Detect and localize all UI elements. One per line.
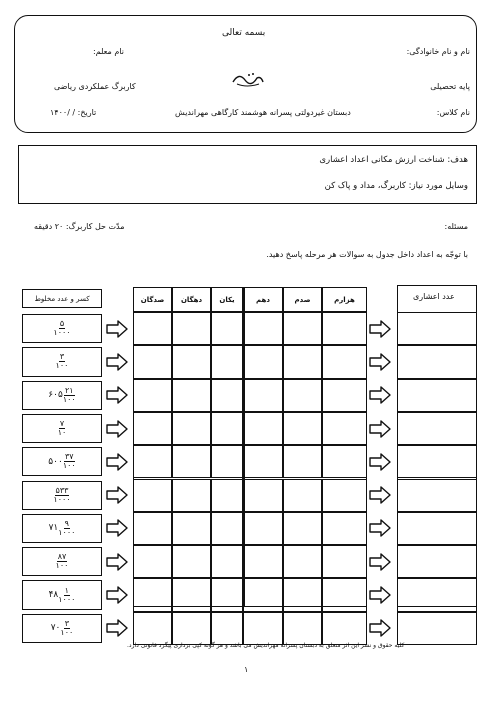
right-arrow-icon <box>106 353 128 371</box>
numerator: ۳۷ <box>64 452 74 462</box>
fraction <box>63 453 76 470</box>
fraction <box>58 420 67 437</box>
decimal-point-divider <box>242 287 245 607</box>
place-value-cell[interactable] <box>133 512 172 545</box>
denominator: ۱۰۰۰ <box>58 527 76 537</box>
place-value-cell[interactable] <box>133 379 172 412</box>
place-value-header: یکان <box>211 287 243 312</box>
denominator: ۱۰۰ <box>55 561 69 571</box>
school-name: دبستان غیردولتی پسرانه هوشمند کارگاهی مهراندیش <box>175 108 351 117</box>
decimal-answer-cell[interactable] <box>397 379 477 412</box>
place-value-cell[interactable] <box>283 379 322 412</box>
place-value-cell[interactable] <box>133 578 172 611</box>
numerator: ۵ <box>59 319 65 329</box>
place-value-cell[interactable] <box>172 345 211 378</box>
fraction <box>53 487 70 504</box>
fraction <box>56 353 69 370</box>
place-value-cell[interactable] <box>243 479 283 512</box>
denominator: ۱۰ <box>57 428 67 438</box>
denominator: ۱۰۰۰ <box>53 494 71 504</box>
place-value-cell[interactable] <box>211 412 243 445</box>
page-heading: بسمه تعالی <box>222 28 266 38</box>
numerator: ۵۳۳ <box>55 485 69 495</box>
fraction-cell <box>22 547 102 576</box>
denominator: ۱۰۰ <box>60 627 74 637</box>
fraction-cell <box>22 447 102 476</box>
place-value-cell[interactable] <box>133 545 172 578</box>
place-value-cell[interactable] <box>243 545 283 578</box>
numerator: ۱ <box>64 585 69 595</box>
decimal-answer-cell[interactable] <box>397 445 477 478</box>
fraction-cell <box>22 481 102 510</box>
fraction-cell <box>22 414 102 443</box>
place-value-cell[interactable] <box>133 312 172 345</box>
teacher-label: نام معلم: <box>93 47 124 56</box>
fraction-cell <box>22 514 102 543</box>
numerator: ۳ <box>64 618 69 628</box>
place-value-cell[interactable] <box>322 412 367 445</box>
place-value-cell[interactable] <box>322 578 367 611</box>
place-value-cell[interactable] <box>243 612 283 645</box>
decimal-answer-cell[interactable] <box>397 479 477 512</box>
duration-text: مدّت حل کاربرگ: ۲۰ دقیقه <box>34 222 125 231</box>
right-arrow-icon <box>106 386 128 404</box>
place-value-cell[interactable] <box>243 445 283 478</box>
whole-number: ۷۰ <box>50 623 61 634</box>
place-value-cell[interactable] <box>322 345 367 378</box>
place-value-cell[interactable] <box>133 445 172 478</box>
tools-text: وسایل مورد نیاز: کاربرگ، مداد و پاک کن <box>324 181 468 191</box>
decimal-answer-cell[interactable] <box>397 545 477 578</box>
place-value-cell[interactable] <box>211 445 243 478</box>
fraction <box>56 553 69 570</box>
fraction-cell <box>22 580 102 609</box>
place-value-cell[interactable] <box>322 445 367 478</box>
place-value-cell[interactable] <box>283 479 322 512</box>
right-arrow-icon <box>106 619 128 637</box>
fraction <box>60 620 73 637</box>
right-arrow-icon <box>369 619 391 637</box>
denominator: ۱۰۰ <box>55 361 69 371</box>
fraction-cell <box>22 314 102 343</box>
fraction <box>53 320 70 337</box>
fraction <box>58 520 75 537</box>
decimal-column-header: عدد اعشاری <box>413 292 455 301</box>
whole-number: ۶۰۵ <box>48 390 63 401</box>
decimal-answer-cell[interactable] <box>397 512 477 545</box>
right-arrow-icon <box>369 386 391 404</box>
right-arrow-icon <box>106 519 128 537</box>
place-value-header: دهم <box>243 287 283 312</box>
right-arrow-icon <box>106 486 128 504</box>
whole-number: ۷۱ <box>48 523 59 534</box>
fraction-cell <box>22 347 102 376</box>
problem-label: مسئله: <box>444 222 468 231</box>
place-value-cell[interactable] <box>283 512 322 545</box>
place-value-cell[interactable] <box>211 479 243 512</box>
right-arrow-icon <box>369 553 391 571</box>
place-value-cell[interactable] <box>322 479 367 512</box>
place-value-header: هزارم <box>322 287 367 312</box>
decimal-answer-cell[interactable] <box>397 345 477 378</box>
grade-label: پایه تحصیلی <box>430 82 470 91</box>
place-value-cell[interactable] <box>283 445 322 478</box>
place-value-cell[interactable] <box>322 312 367 345</box>
place-value-cell[interactable] <box>133 345 172 378</box>
whole-number: ۵۰۰ <box>48 456 63 467</box>
place-value-cell[interactable] <box>133 479 172 512</box>
fraction <box>58 587 75 604</box>
denominator: ۱۰۰۰ <box>53 328 71 338</box>
place-value-cell[interactable] <box>283 412 322 445</box>
numerator: ۹ <box>64 518 69 528</box>
fraction-column-header: کسر و عدد مخلوط <box>22 289 102 308</box>
numerator: ۳ <box>59 352 65 362</box>
page-number: ۱ <box>244 665 249 674</box>
denominator: ۱۰۰ <box>62 394 76 404</box>
place-value-cell[interactable] <box>211 379 243 412</box>
class-label: نام کلاس: <box>436 108 470 117</box>
place-value-header: دهگان <box>172 287 211 312</box>
right-arrow-icon <box>106 586 128 604</box>
place-value-cell[interactable] <box>322 512 367 545</box>
goal-text: هدف: شناخت ارزش مکانی اعداد اعشاری <box>319 155 468 165</box>
place-value-cell[interactable] <box>211 512 243 545</box>
fraction-cell <box>22 381 102 410</box>
place-value-cell[interactable] <box>243 412 283 445</box>
goals-box <box>18 145 477 204</box>
fraction <box>63 387 76 404</box>
worksheet-label: کاربرگ عملکردی ریاضی <box>54 82 136 91</box>
place-value-cell[interactable] <box>211 545 243 578</box>
right-arrow-icon <box>369 420 391 438</box>
denominator: ۱۰۰ <box>62 461 76 471</box>
place-value-cell[interactable] <box>172 578 211 611</box>
instruction-text: با توجّه به اعداد داخل جدول به سوالات هر مرحله پاسخ دهید. <box>266 250 468 259</box>
place-value-cell[interactable] <box>283 312 322 345</box>
place-value-cell[interactable] <box>172 612 211 645</box>
right-arrow-icon <box>369 353 391 371</box>
numerator: ۲۱ <box>64 385 74 395</box>
decimal-answer-cell[interactable] <box>397 412 477 445</box>
decimal-answer-cell[interactable] <box>397 612 477 645</box>
decimal-answer-cell[interactable] <box>397 312 477 345</box>
place-value-header: صدم <box>283 287 322 312</box>
school-logo <box>231 70 265 91</box>
place-value-cell[interactable] <box>133 412 172 445</box>
place-value-header: صدگان <box>133 287 172 312</box>
place-value-cell[interactable] <box>322 379 367 412</box>
numerator: ۸۷ <box>57 552 67 562</box>
place-value-cell[interactable] <box>172 445 211 478</box>
decimal-answer-cell[interactable] <box>397 578 477 611</box>
place-value-cell[interactable] <box>243 345 283 378</box>
right-arrow-icon <box>369 519 391 537</box>
fraction-cell <box>22 614 102 643</box>
right-arrow-icon <box>106 320 128 338</box>
place-value-cell[interactable] <box>133 612 172 645</box>
place-value-cell[interactable] <box>283 578 322 611</box>
date-label: تاریخ: / /۱۴۰۰ <box>50 108 97 117</box>
right-arrow-icon <box>369 453 391 471</box>
place-value-cell[interactable] <box>243 512 283 545</box>
place-value-cell[interactable] <box>172 512 211 545</box>
place-value-cell[interactable] <box>283 612 322 645</box>
place-value-cell[interactable] <box>283 545 322 578</box>
place-value-cell[interactable] <box>322 545 367 578</box>
place-value-cell[interactable] <box>322 612 367 645</box>
place-value-cell[interactable] <box>211 578 243 611</box>
right-arrow-icon <box>369 320 391 338</box>
place-value-cell[interactable] <box>172 545 211 578</box>
right-arrow-icon <box>369 586 391 604</box>
place-value-cell[interactable] <box>243 379 283 412</box>
right-arrow-icon <box>106 453 128 471</box>
place-value-cell[interactable] <box>172 312 211 345</box>
right-arrow-icon <box>106 553 128 571</box>
place-value-cell[interactable] <box>243 578 283 611</box>
whole-number: ۴۸ <box>48 590 59 601</box>
place-value-cell[interactable] <box>211 312 243 345</box>
place-value-cell[interactable] <box>211 612 243 645</box>
right-arrow-icon <box>369 486 391 504</box>
place-value-cell[interactable] <box>172 412 211 445</box>
numerator: ۷ <box>59 419 65 429</box>
student-name-label: نام و نام خانوادگی: <box>406 47 470 56</box>
place-value-cell[interactable] <box>172 479 211 512</box>
copyright-notice: کلیه حقوق و نشر این اثر متعلق به دبستان پسرانه مهراندیش می باشد و هر گونه کپی برداری پیگرد قانونی دارد. <box>127 642 405 649</box>
place-value-cell[interactable] <box>243 312 283 345</box>
denominator: ۱۰۰۰ <box>58 594 76 604</box>
place-value-cell[interactable] <box>211 345 243 378</box>
place-value-cell[interactable] <box>172 379 211 412</box>
right-arrow-icon <box>106 420 128 438</box>
place-value-cell[interactable] <box>283 345 322 378</box>
